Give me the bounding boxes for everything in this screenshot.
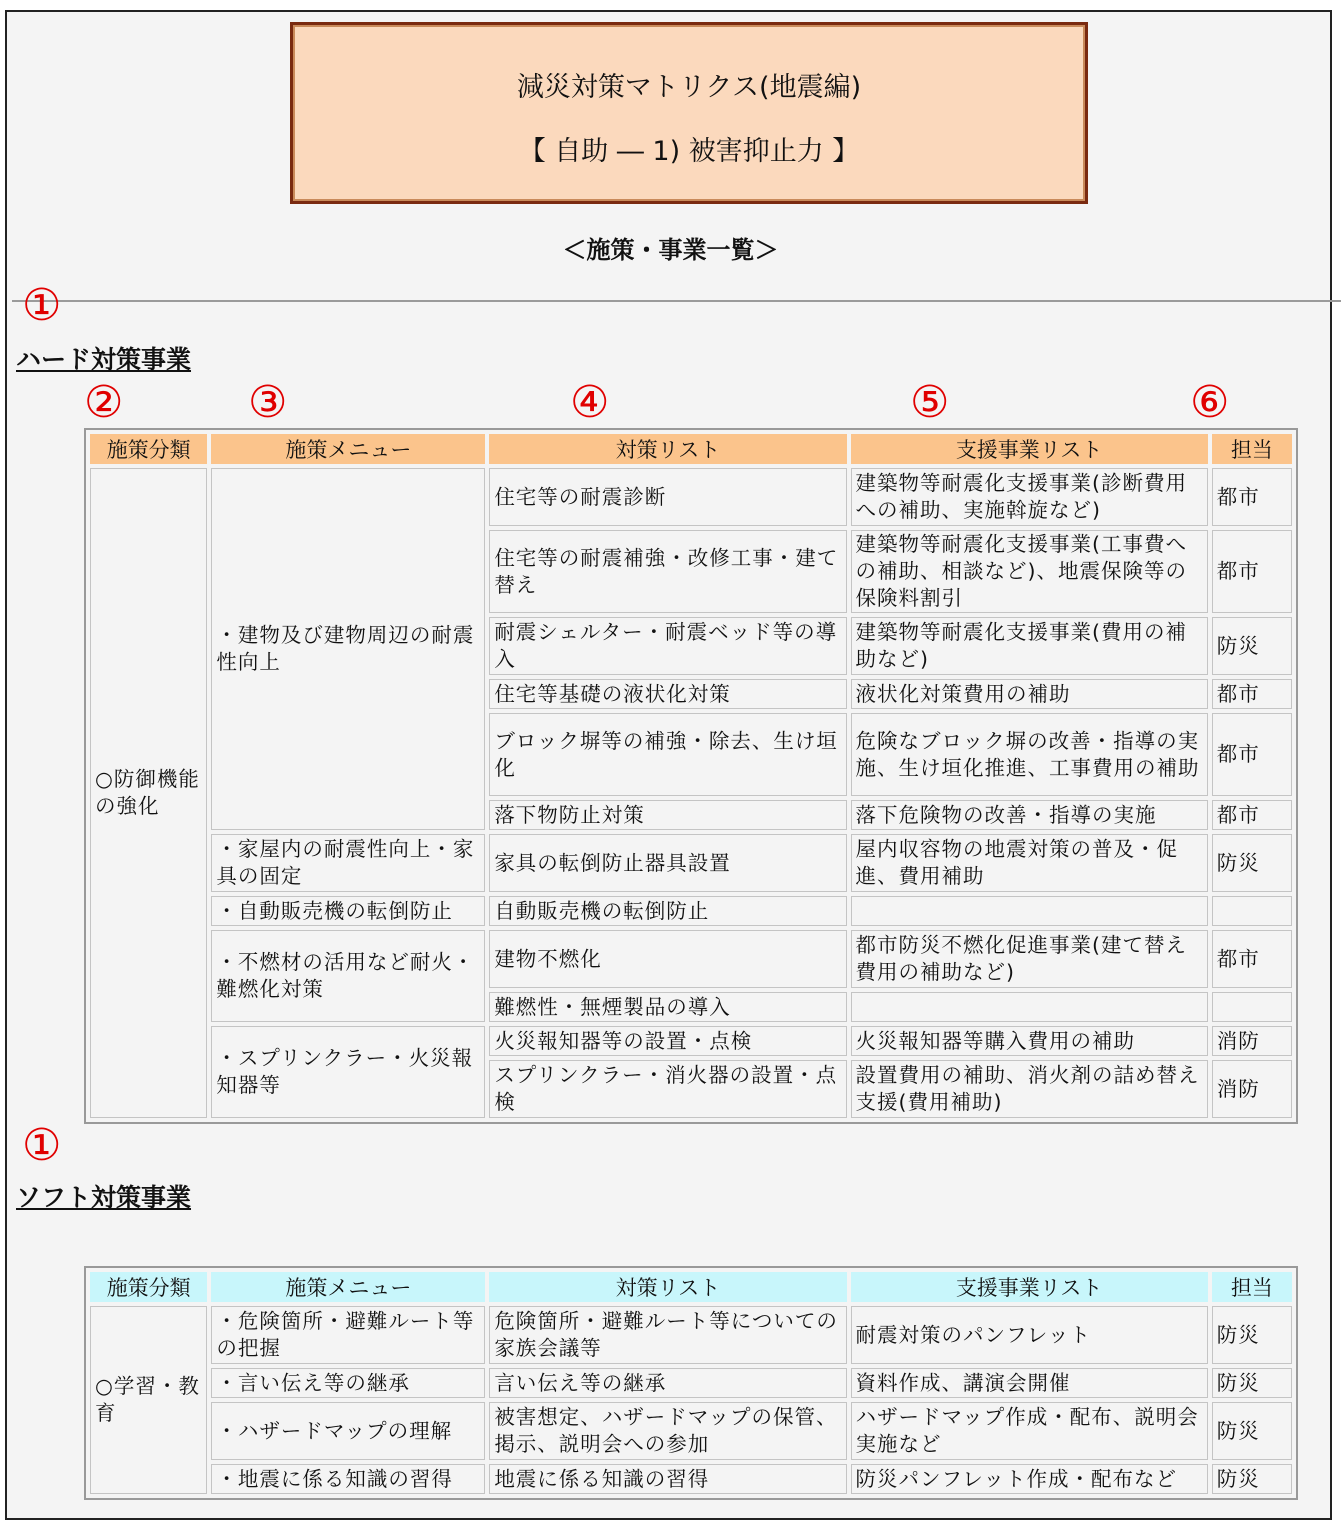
dept-cell: [1212, 992, 1292, 1022]
dept-cell: 消防: [1212, 1060, 1292, 1118]
measure-cell: 落下物防止対策: [489, 800, 846, 830]
table-row: [90, 1368, 1292, 1398]
soft-section-heading: ソフト対策事業: [16, 1183, 192, 1212]
menu-cell: ・地震に係る知識の習得: [211, 1464, 485, 1494]
table-header-row: [90, 434, 1292, 464]
measure-cell: 火災報知器等の設置・点検: [489, 1026, 846, 1056]
support-cell: 危険なブロック塀の改善・指導の実施、生け垣化推進、工事費用の補助: [851, 713, 1208, 796]
dept-cell: [1212, 896, 1292, 926]
dept-cell: 都市: [1212, 679, 1292, 709]
measure-cell: 住宅等基礎の液状化対策: [489, 679, 846, 709]
table-row: [90, 930, 1292, 988]
support-cell: ハザードマップ作成・配布、説明会実施など: [851, 1402, 1208, 1460]
support-cell: 資料作成、講演会開催: [851, 1368, 1208, 1398]
table-header-row: [90, 1272, 1292, 1302]
marker-6: ⑥: [1190, 377, 1230, 428]
marker-1-soft: ①: [22, 1120, 62, 1171]
soft-measures-table: [84, 1266, 1298, 1500]
dept-cell: 防災: [1212, 1306, 1292, 1364]
menu-cell: ・ハザードマップの理解: [211, 1402, 485, 1460]
menu-cell: ・不燃材の活用など耐火・難燃化対策: [211, 930, 485, 1022]
table-row: [90, 1306, 1292, 1364]
hard-measures-table: [84, 428, 1298, 1124]
menu-cell: ・言い伝え等の継承: [211, 1368, 485, 1398]
measure-cell: 家具の転倒防止器具設置: [489, 834, 846, 892]
page-subtitle: ＜施策・事業一覧＞: [562, 236, 779, 264]
table-row: [90, 834, 1292, 892]
measure-cell: 言い伝え等の継承: [489, 1368, 846, 1398]
dept-cell: 都市: [1212, 800, 1292, 830]
title-line-2: 【 自助 ― 1) 被害抑止力 】: [518, 136, 860, 167]
support-cell: 建築物等耐震化支援事業(費用の補助など): [851, 617, 1208, 675]
support-cell: 防災パンフレット作成・配布など: [851, 1464, 1208, 1494]
col-header-support: 支援事業リスト: [851, 1272, 1208, 1302]
support-cell: 耐震対策のパンフレット: [851, 1306, 1208, 1364]
support-cell: 建築物等耐震化支援事業(診断費用への補助、実施斡旋など): [851, 468, 1208, 526]
support-cell: 液状化対策費用の補助: [851, 679, 1208, 709]
dept-cell: 都市: [1212, 530, 1292, 613]
dept-cell: 防災: [1212, 1368, 1292, 1398]
measure-cell: 住宅等の耐震補強・改修工事・建て替え: [489, 530, 846, 613]
table-row: [90, 1464, 1292, 1494]
category-cell: ○学習・教育: [90, 1306, 207, 1494]
menu-cell: ・家屋内の耐震性向上・家具の固定: [211, 834, 485, 892]
col-header-support: 支援事業リスト: [851, 434, 1208, 464]
support-cell: 屋内収容物の地震対策の普及・促進、費用補助: [851, 834, 1208, 892]
col-header-dept: 担当: [1212, 1272, 1292, 1302]
table-row: [90, 896, 1292, 926]
col-header-measures: 対策リスト: [489, 434, 846, 464]
support-cell: 落下危険物の改善・指導の実施: [851, 800, 1208, 830]
hard-section-heading: ハード対策事業: [16, 345, 192, 374]
dept-cell: 防災: [1212, 1464, 1292, 1494]
marker-4: ④: [570, 377, 610, 428]
title-line-1: 減災対策マトリクス(地震編): [516, 72, 862, 103]
dept-cell: 消防: [1212, 1026, 1292, 1056]
category-cell: ○防御機能の強化: [90, 468, 207, 1118]
support-cell: [851, 896, 1208, 926]
col-header-category: 施策分類: [90, 1272, 207, 1302]
dept-cell: 都市: [1212, 713, 1292, 796]
measure-cell: 自動販売機の転倒防止: [489, 896, 846, 926]
measure-cell: 被害想定、ハザードマップの保管、掲示、説明会への参加: [489, 1402, 846, 1460]
dept-cell: 都市: [1212, 930, 1292, 988]
horizontal-divider: [12, 300, 1341, 302]
table-row: [90, 1402, 1292, 1460]
marker-3: ③: [248, 377, 288, 428]
dept-cell: 防災: [1212, 1402, 1292, 1460]
col-header-measures: 対策リスト: [489, 1272, 846, 1302]
col-header-menu: 施策メニュー: [211, 434, 485, 464]
measure-cell: スプリンクラー・消火器の設置・点検: [489, 1060, 846, 1118]
marker-2: ②: [84, 377, 124, 428]
col-header-dept: 担当: [1212, 434, 1292, 464]
dept-cell: 防災: [1212, 617, 1292, 675]
table-row: [90, 1026, 1292, 1056]
menu-cell: ・建物及び建物周辺の耐震性向上: [211, 468, 485, 830]
dept-cell: 防災: [1212, 834, 1292, 892]
support-cell: 設置費用の補助、消火剤の詰め替え支援(費用補助): [851, 1060, 1208, 1118]
menu-cell: ・自動販売機の転倒防止: [211, 896, 485, 926]
measure-cell: 地震に係る知識の習得: [489, 1464, 846, 1494]
support-cell: 都市防災不燃化促進事業(建て替え費用の補助など): [851, 930, 1208, 988]
measure-cell: 難燃性・無煙製品の導入: [489, 992, 846, 1022]
menu-cell: ・スプリンクラー・火災報知器等: [211, 1026, 485, 1118]
measure-cell: ブロック塀等の補強・除去、生け垣化: [489, 713, 846, 796]
measure-cell: 耐震シェルター・耐震ベッド等の導入: [489, 617, 846, 675]
marker-5: ⑤: [910, 377, 950, 428]
table-row: [90, 468, 1292, 526]
marker-1-hard: ①: [22, 280, 62, 331]
support-cell: 建築物等耐震化支援事業(工事費への補助、相談など)、地震保険等の保険料割引: [851, 530, 1208, 613]
measure-cell: 建物不燃化: [489, 930, 846, 988]
col-header-category: 施策分類: [90, 434, 207, 464]
support-cell: [851, 992, 1208, 1022]
title-box: [290, 22, 1088, 204]
measure-cell: 住宅等の耐震診断: [489, 468, 846, 526]
measure-cell: 危険箇所・避難ルート等についての家族会議等: [489, 1306, 846, 1364]
support-cell: 火災報知器等購入費用の補助: [851, 1026, 1208, 1056]
dept-cell: 都市: [1212, 468, 1292, 526]
col-header-menu: 施策メニュー: [211, 1272, 485, 1302]
menu-cell: ・危険箇所・避難ルート等の把握: [211, 1306, 485, 1364]
